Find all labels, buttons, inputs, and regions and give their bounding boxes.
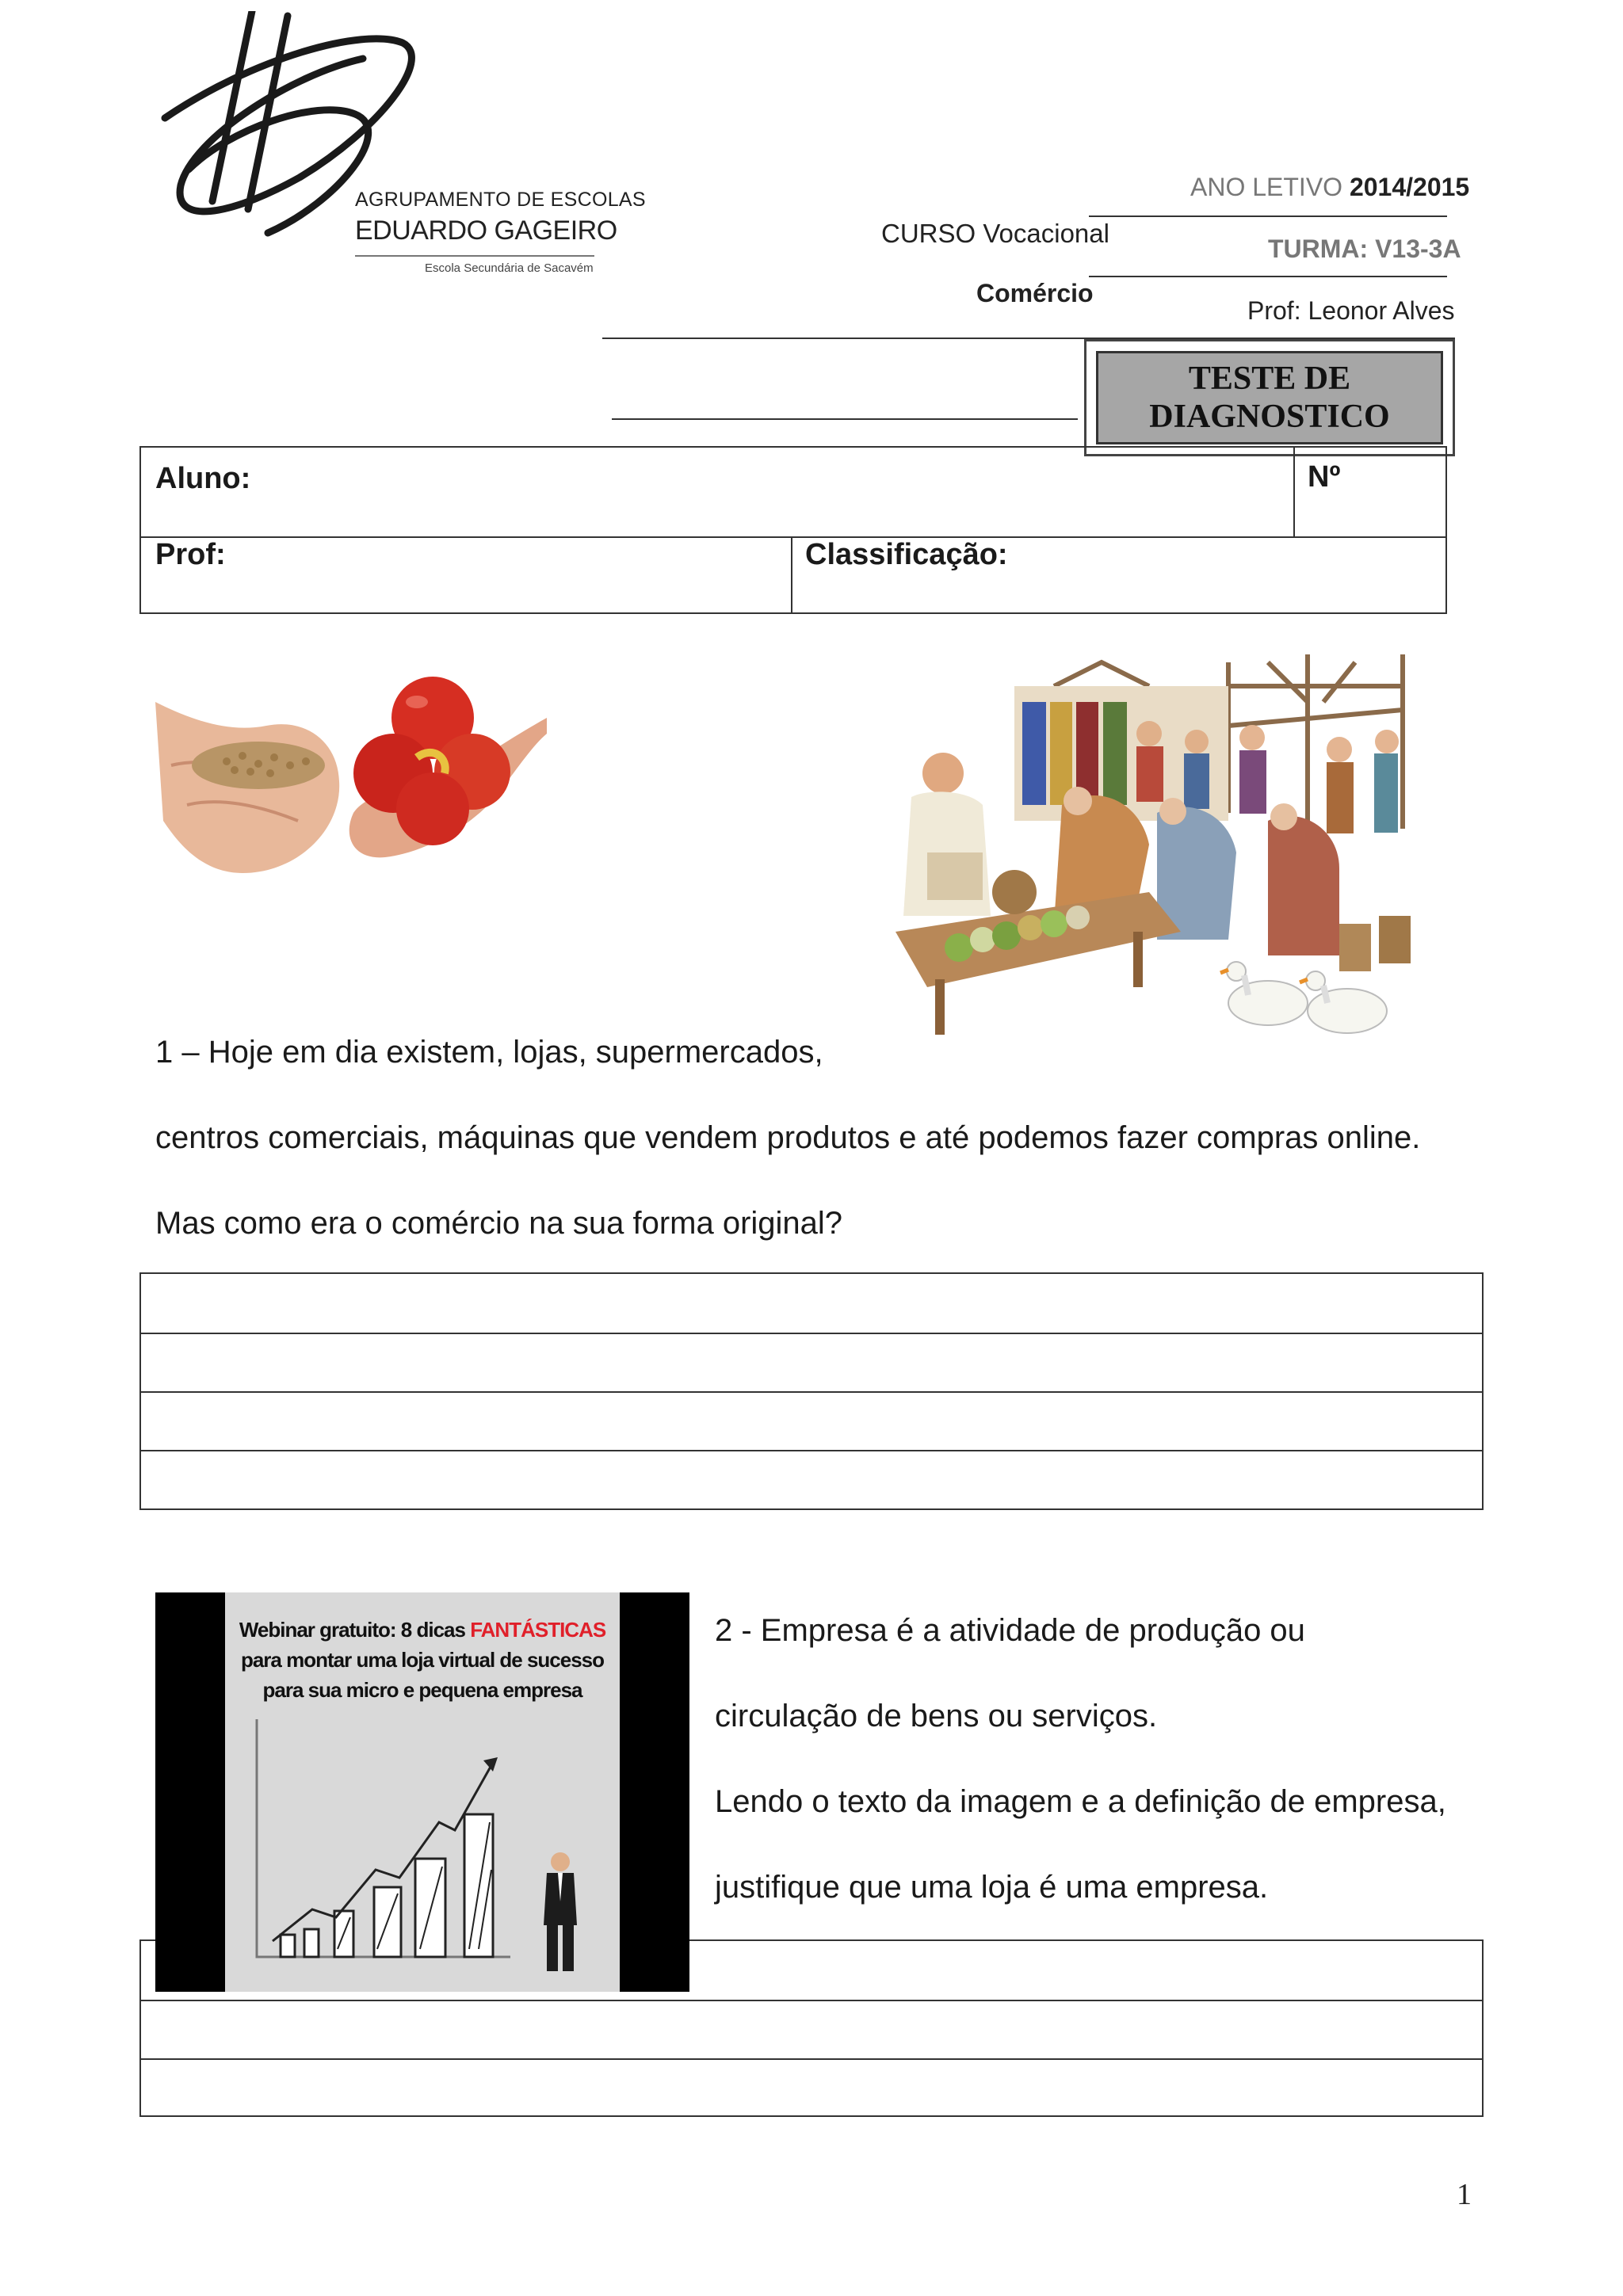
test-title-box [1084,339,1455,456]
question-2-line-4: justifique que uma loja é uma empresa. [715,1870,1269,1905]
school-year-label: ANO LETIVO [1190,173,1343,201]
course-label: CURSO Vocacional [881,219,1109,248]
header-line-4 [612,418,1078,420]
header-line-2 [1089,276,1447,277]
webinar-caption [225,1615,620,1705]
number-label: Nº [1308,460,1341,494]
answer-line [141,2000,1482,2001]
school-year-value: 2014/2015 [1349,173,1470,201]
answer-line [141,1450,1482,1451]
webinar-line-3: para sua micro e pequena empresa [262,1678,582,1702]
question-1-answer-box [139,1272,1484,1510]
question-1-line-3: Mas como era o comércio na sua forma original? [155,1206,843,1241]
student-label: Aluno: [155,462,251,495]
school-group-name: AGRUPAMENTO DE ESCOLAS [355,189,646,211]
growth-chart-illustration [249,1711,605,1981]
class-label: TURMA: V13-3A [1268,235,1461,263]
teacher-name: Prof: Leonor Alves [1247,296,1455,325]
webinar-line-1: Webinar gratuito: 8 dicas [239,1618,465,1642]
school-year [1190,173,1469,202]
barter-hands-image [155,670,547,884]
question-2-line-1: 2 - Empresa é a atividade de produção ou [715,1613,1305,1648]
question-2-line-2: circulação de bens ou serviços. [715,1699,1158,1733]
question-1-line-2: centros comerciais, máquinas que vendem produtos e até podemos fazer compras online. [155,1120,1421,1155]
page-number: 1 [1457,2178,1472,2211]
grade-label: Classificação: [805,538,1008,571]
answer-line [141,1391,1482,1393]
school-subtitle: Escola Secundária de Sacavém [425,261,594,275]
school-logo-mark [157,11,418,249]
webinar-image [155,1592,689,1992]
prof-label: Prof: [155,538,226,571]
course-name: Comércio [976,279,1094,307]
answer-line [141,1333,1482,1334]
school-name: EDUARDO GAGEIRO [355,215,617,246]
question-2-line-3: Lendo o texto da imagem e a definição de empresa, [715,1784,1446,1819]
student-info-table [139,446,1447,614]
answer-line [141,2058,1482,2060]
webinar-highlight: FANTÁSTICAS [470,1618,606,1642]
logo-divider [355,255,594,257]
header-line-1 [1089,215,1447,217]
test-title: TESTE DE DIAGNOSTICO [1149,360,1390,435]
medieval-market-illustration [896,654,1426,1052]
webinar-line-2: para montar uma loja virtual de sucesso [240,1648,605,1672]
question-1-line-1: 1 – Hoje em dia existem, lojas, supermercados, [155,1035,823,1070]
